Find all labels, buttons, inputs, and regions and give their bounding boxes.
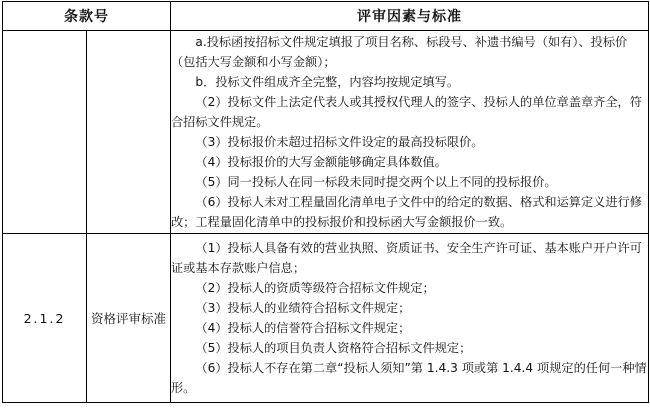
criteria-cell	[171, 234, 649, 403]
criteria-item: （4）投标报价的大写金额能够确定具体数值。	[195, 155, 447, 169]
criteria-item: （4）投标人的信誉符合招标文件规定；	[195, 321, 411, 335]
criteria-item: （5）投标人的项目负责人资格符合招标文件规定；	[195, 341, 472, 355]
clause-number-cell: 2.1.2	[3, 234, 87, 403]
criteria-item: （2）投标人的资质等级符合招标文件规定；	[195, 281, 435, 295]
table-row	[3, 234, 649, 403]
clause-name-cell: 资格评审标准	[87, 234, 171, 403]
criteria-table	[2, 1, 649, 403]
table-row	[3, 31, 649, 234]
header-clause-no: 条款号	[3, 2, 171, 31]
clause-name-cell	[87, 31, 171, 234]
criteria-item: b．投标文件组成齐全完整，内容均按规定填写。	[195, 75, 460, 89]
criteria-item: （6）投标人未对工程量固化清单电子文件中的给定的数据、格式和运算定义进行修改；工程量固化清单中的投标报价和投标函大写金额报价一致。	[171, 195, 642, 229]
criteria-item: （1）投标人具备有效的营业执照、资质证书、安全生产许可证、基本账户开户许可证或基本存款账户信息；	[171, 241, 642, 275]
criteria-item: （3）投标报价未超过招标文件设定的最高投标限价。	[195, 135, 484, 149]
criteria-item: （2）投标文件上法定代表人或其授权代理人的签字、投标人的单位章盖章齐全，符合招标文件规定。	[171, 95, 642, 129]
table-header-row	[3, 2, 649, 31]
header-criteria: 评审因素与标准	[171, 2, 649, 31]
criteria-item: （5）同一投标人在同一标段未同时提交两个以上不同的投标报价。	[195, 175, 557, 189]
criteria-item: a.投标函按招标文件规定填报了项目名称、标段号、补遗书编号（如有）、投标价（包括大写金额和小写金额）；	[171, 35, 628, 69]
clause-number-cell	[3, 31, 87, 234]
criteria-cell	[171, 31, 649, 234]
criteria-item: （3）投标人的业绩符合招标文件规定；	[195, 301, 411, 315]
criteria-item: （6）投标人不存在第二章“投标人须知”第 1.4.3 项或第 1.4.4 项规定的任何一种情形。	[171, 361, 647, 395]
